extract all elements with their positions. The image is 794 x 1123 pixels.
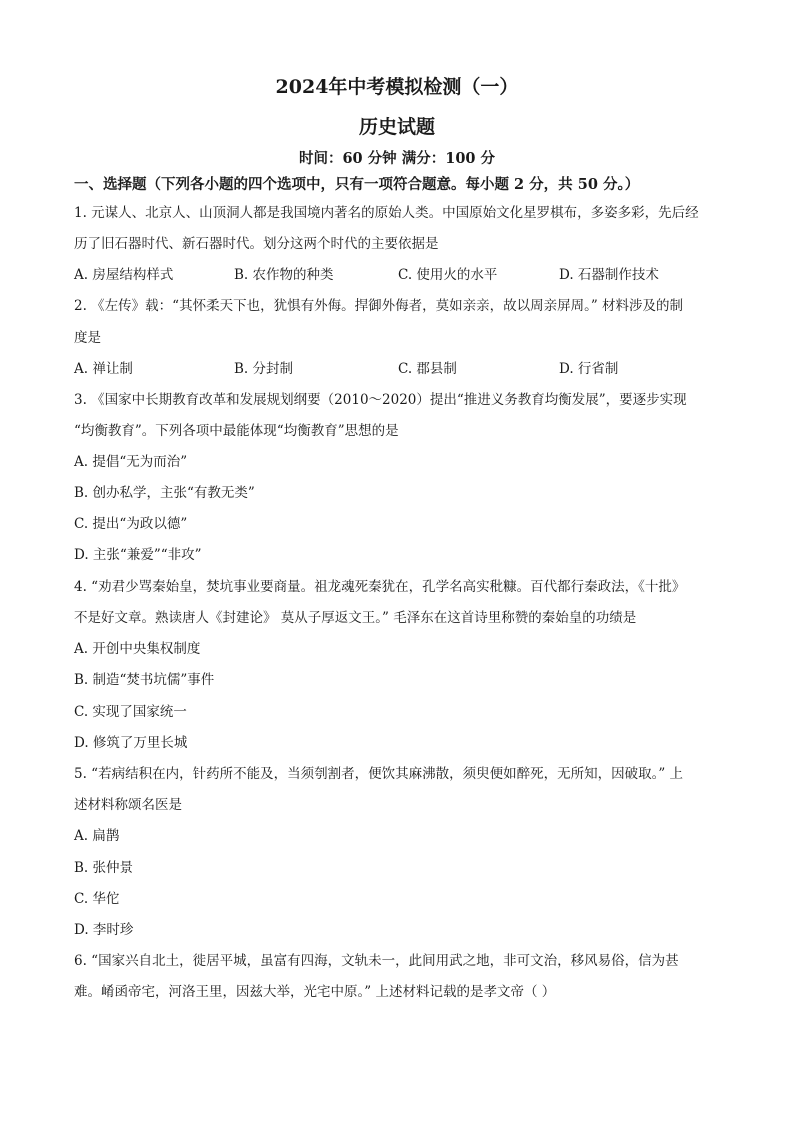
q1-line1: 1. 元谋人、北京人、山顶洞人都是我国境内著名的原始人类。中国原始文化星罗棋布，多姿多彩，先后经 bbox=[74, 205, 699, 221]
q2-option-a: A. 禅让制 bbox=[74, 361, 133, 377]
q4-option-a: A. 开创中央集权制度 bbox=[74, 641, 201, 657]
exam-subject: 历史试题 bbox=[358, 116, 435, 138]
q6-line2: 难。崤函帝宅，河洛王里，因兹大举，光宅中原。” 上述材料记载的是孝文帝（ ） bbox=[74, 984, 556, 1000]
q1-option-a: A. 房屋结构样式 bbox=[74, 267, 174, 283]
q5-line2: 述材料称颂名医是 bbox=[74, 797, 182, 813]
q1-line2: 历了旧石器时代、新石器时代。划分这两个时代的主要依据是 bbox=[74, 236, 439, 252]
exam-title: 2024年中考模拟检测（一） bbox=[275, 76, 519, 98]
section-heading: 一、选择题（下列各小题的四个选项中，只有一项符合题意。每小题 2 分，共 50 分。） bbox=[74, 176, 640, 193]
q2-option-c: C. 郡县制 bbox=[398, 361, 457, 377]
q1-option-b: B. 农作物的种类 bbox=[234, 267, 334, 283]
q1-option-c: C. 使用火的水平 bbox=[398, 267, 498, 283]
q3-option-d: D. 主张“兼爱”“非攻” bbox=[74, 547, 202, 563]
q2-option-b: B. 分封制 bbox=[234, 361, 294, 377]
q3-line2: “均衡教育”。下列各项中最能体现“均衡教育”思想的是 bbox=[74, 423, 399, 439]
exam-meta: 时间：60 分钟 满分：100 分 bbox=[298, 150, 496, 167]
q5-option-d: D. 李时珍 bbox=[74, 922, 134, 938]
q5-option-b: B. 张仲景 bbox=[74, 860, 134, 876]
q4-option-b: B. 制造“焚书坑儒”事件 bbox=[74, 672, 215, 688]
q3-line1: 3. 《国家中长期教育改革和发展规划纲要（2010～2020）提出“推进义务教育均衡发展”，要逐步实现 bbox=[74, 392, 687, 408]
q4-line2: 不是好文章。熟读唐人《封建论》 莫从子厚返文王。” 毛泽东在这首诗里称赞的秦始皇的功绩是 bbox=[74, 610, 637, 626]
q5-option-a: A. 扁鹊 bbox=[74, 828, 120, 844]
q4-option-c: C. 实现了国家统一 bbox=[74, 704, 187, 720]
q3-option-b: B. 创办私学，主张“有教无类” bbox=[74, 485, 255, 501]
q4-option-d: D. 修筑了万里长城 bbox=[74, 735, 188, 751]
q5-option-c: C. 华佗 bbox=[74, 891, 120, 907]
q1-option-d: D. 石器制作技术 bbox=[559, 267, 659, 283]
q4-line1: 4. “劝君少骂秦始皇，焚坑事业要商量。祖龙魂死秦犹在，孔学名高实秕糠。百代都行秦政法，《十批》 bbox=[74, 579, 686, 595]
q2-line2: 度是 bbox=[74, 330, 101, 346]
q3-option-c: C. 提出“为政以德” bbox=[74, 516, 188, 532]
q6-line1: 6. “国家兴自北土，徙居平城，虽富有四海，文轨未一，此间用武之地，非可文治，移风易俗，信为甚 bbox=[74, 953, 679, 969]
q3-option-a: A. 提倡“无为而治” bbox=[74, 454, 188, 470]
q5-line1: 5. “若病结积在内，针药所不能及，当须刳割者，便饮其麻沸散，须臾便如醉死，无所知，因破取。” 上 bbox=[74, 766, 684, 782]
q2-option-d: D. 行省制 bbox=[559, 361, 619, 377]
q2-line1: 2. 《左传》载：“其怀柔天下也，犹惧有外侮。捍御外侮者，莫如亲亲，故以周亲屏周。” 材料涉及的制 bbox=[74, 298, 684, 314]
